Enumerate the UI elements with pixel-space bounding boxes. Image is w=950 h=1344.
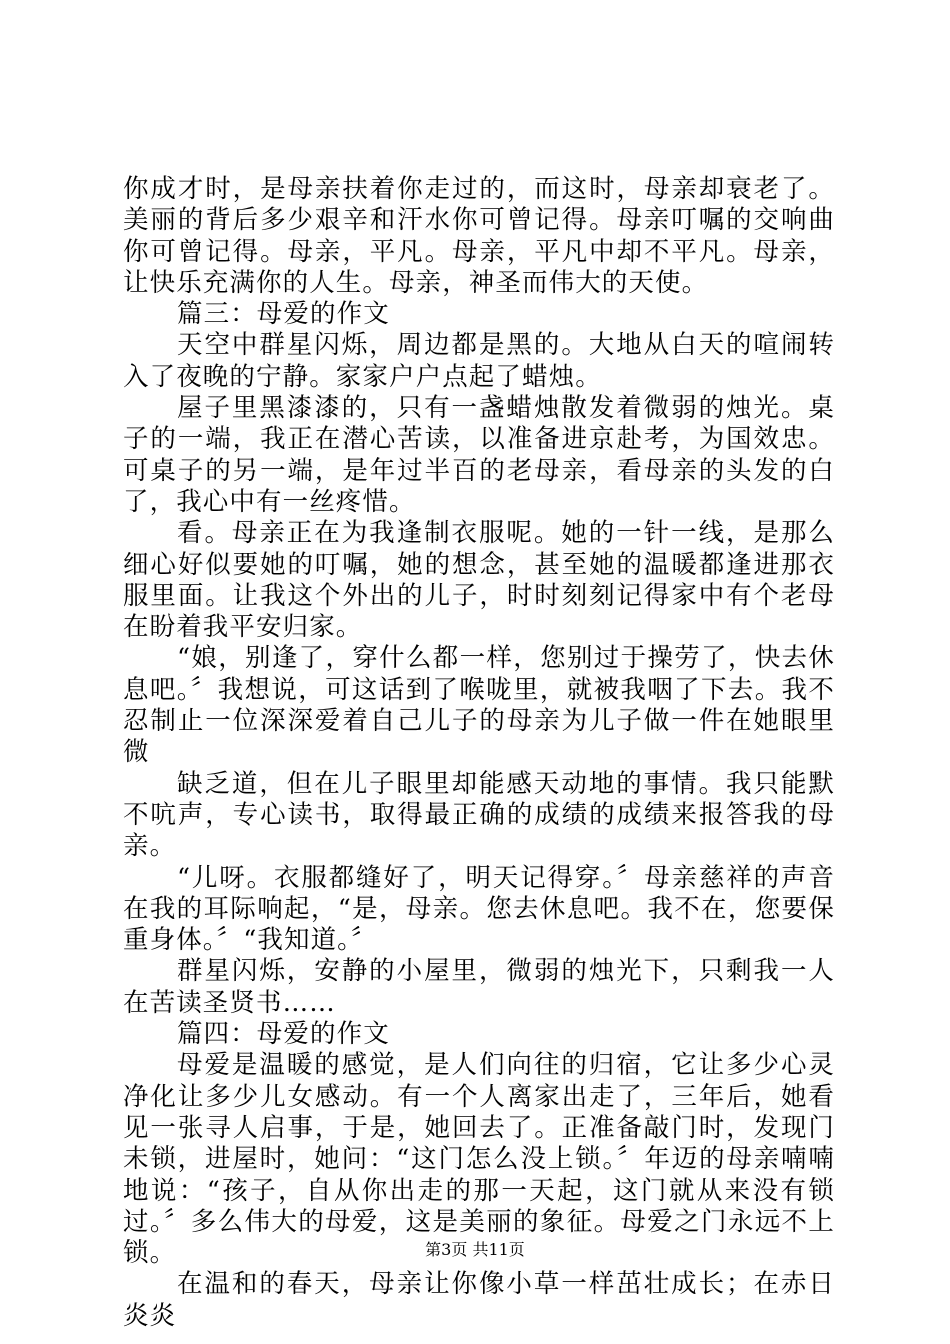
paragraph: 母爱是温暖的感觉，是人们向往的归宿，它让多少心灵净化让多少儿女感动。有一个人离家出走了，三年后，她看见一张寻人启事，于是，她回去了。正准备敲门时，发现门未锁，进屋时，她问：“这门怎么没上锁。〞年迈的母亲喃喃地说：“孩子，自从你出走的那一天起，这门就从来没有锁过。〞多么伟大的母爱，这是美丽的象征。母爱之门永远不上锁。 bbox=[123, 1050, 835, 1269]
page-footer bbox=[0, 1240, 950, 1260]
paragraph: 在温和的春天，母亲让你像小草一样茁壮成长；在赤日炎炎 bbox=[123, 1269, 835, 1331]
section-heading-3: 篇三：母爱的作文 bbox=[177, 299, 390, 330]
paragraph: 屋子里黑漆漆的，只有一盏蜡烛散发着微弱的烛光。桌子的一端，我正在潜心苦读，以准备进京赴考，为国效忠。可桌子的另一端，是年过半百的老母亲，看母亲的头发的白了，我心中有一丝疼惜。 bbox=[123, 393, 835, 517]
section-heading-4: 篇四：母爱的作文 bbox=[177, 1019, 390, 1050]
paragraph-continuation: 你成才时，是母亲扶着你走过的，而这时，母亲却衰老了。美丽的背后多少艰辛和汗水你可曾记得。母亲叮嘱的交响曲你可曾记得。母亲，平凡。母亲，平凡中却不平凡。母亲，让快乐充满你的人生。母亲，神圣而伟大的天使。 bbox=[123, 174, 835, 298]
paragraph: 群星闪烁，安静的小屋里，微弱的烛光下，只剩我一人在苦读圣贤书…… bbox=[123, 956, 835, 1018]
paragraph: 天空中群星闪烁，周边都是黑的。大地从白天的喧闹转入了夜晚的宁静。家家户户点起了蜡烛。 bbox=[123, 330, 835, 392]
paragraph: “娘，别逢了，穿什么都一样，您别过于操劳了，快去休息吧。〞我想说，可这话到了喉咙里，就被我咽了下去。我不忍制止一位深深爱着自己儿子的母亲为儿子做一件在她眼里微 bbox=[123, 643, 835, 768]
paragraph: 看。母亲正在为我逢制衣服呢。她的一针一线，是那么细心好似要她的叮嘱，她的想念，甚至她的温暖都逢进那衣服里面。让我这个外出的儿子，时时刻刻记得家中有个老母在盼着我平安归家。 bbox=[123, 518, 835, 643]
paragraph: “儿呀。衣服都缝好了，明天记得穿。〞母亲慈祥的声音在我的耳际响起，“是，母亲。您去休息吧。我不在，您要保重身体。〞“我知道。〞 bbox=[123, 862, 835, 956]
page-number-label: 第3页 共11页 bbox=[425, 1240, 525, 1259]
document-body bbox=[123, 174, 835, 1332]
paragraph: 缺乏道，但在儿子眼里却能感天动地的事情。我只能默不吭声，专心读书，取得最正确的成绩的成绩来报答我的母亲。 bbox=[123, 768, 835, 862]
